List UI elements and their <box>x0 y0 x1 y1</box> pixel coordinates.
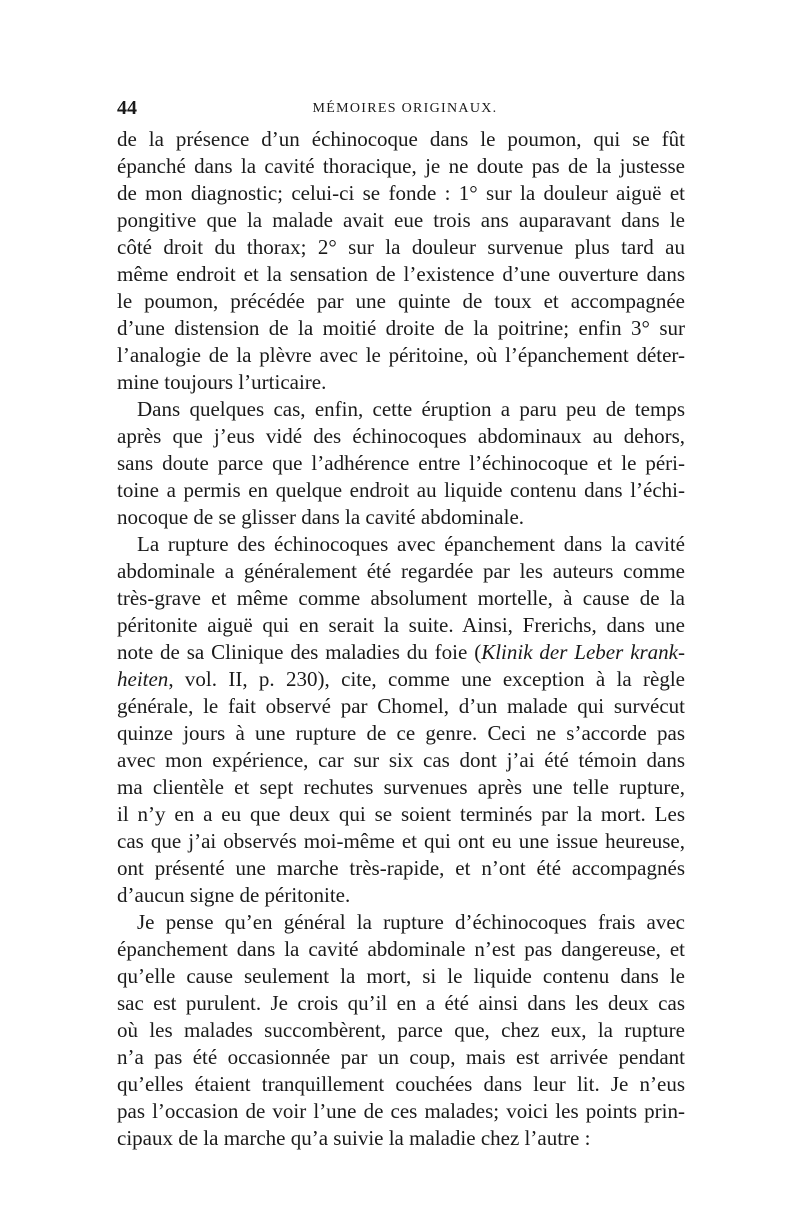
italic-citation: heiten <box>117 667 169 691</box>
text-line: épanchement dans la cavité abdominale n’est pas dangereuse, et <box>117 937 685 961</box>
text-line: toine a permis en quelque endroit au liquide contenu dans l’échi- <box>117 478 685 502</box>
text-line: où les malades succombèrent, parce que, chez eux, la rupture <box>117 1018 685 1042</box>
text-line: Je pense qu’en général la rupture d’échinocoques frais avec <box>137 910 685 934</box>
text-line: de la présence d’un échinocoque dans le poumon, qui se fût <box>117 127 685 151</box>
text-segment: , vol. II, p. 230), cite, comme une exception à la règle <box>168 667 685 691</box>
text-line: sac est purulent. Je crois qu’il en a été ainsi dans les deux cas <box>117 991 685 1015</box>
text-line: pas l’occasion de voir l’une de ces malades; voici les points prin- <box>117 1099 685 1123</box>
text-line: qu’elle cause seulement la mort, si le liquide contenu dans le <box>117 964 685 988</box>
text-line: Dans quelques cas, enfin, cette éruption a paru peu de temps <box>137 397 685 421</box>
text-line: péritonite aiguë qui en serait la suite. Ainsi, Frerichs, dans une <box>117 613 685 637</box>
text-line: qu’elles étaient tranquillement couchées dans leur lit. Je n’eus <box>117 1072 685 1096</box>
text-line: épanché dans la cavité thoracique, je ne doute pas de la justesse <box>117 154 685 178</box>
body-text <box>117 126 685 1152</box>
text-line <box>117 666 685 693</box>
text-line: pongitive que la malade avait eue trois ans auparavant dans le <box>117 208 685 232</box>
text-line: très-grave et même comme absolument mortelle, à cause de la <box>117 586 685 610</box>
text-line: La rupture des échinocoques avec épanchement dans la cavité <box>137 532 685 556</box>
text-line <box>117 639 685 666</box>
paragraph <box>117 126 685 396</box>
text-line: abdominale a généralement été regardée par les auteurs comme <box>117 559 685 583</box>
text-line: le poumon, précédée par une quinte de toux et accompagnée <box>117 289 685 313</box>
text-line: l’analogie de la plèvre avec le péritoine, où l’épanchement déter- <box>117 343 685 367</box>
text-line: nocoque de se glisser dans la cavité abdominale. <box>117 505 525 529</box>
text-line: il n’y en a eu que deux qui se soient terminés par la mort. Les <box>117 802 685 826</box>
text-line: avec mon expérience, car sur six cas dont j’ai été témoin dans <box>117 748 685 772</box>
text-line: ma clientèle et sept rechutes survenues après une telle rupture, <box>117 775 685 799</box>
text-line: quinze jours à une rupture de ce genre. Ceci ne s’accorde pas <box>117 721 685 745</box>
paragraph <box>117 396 685 531</box>
text-line: cas que j’ai observés moi-même et qui ont eu une issue heureuse, <box>117 829 685 853</box>
text-line: mine toujours l’urticaire. <box>117 370 327 394</box>
text-line: sans doute parce que l’adhérence entre l’échinocoque et le péri- <box>117 451 685 475</box>
paragraph <box>117 909 685 1152</box>
text-line: d’aucun signe de péritonite. <box>117 883 351 907</box>
text-line: après que j’eus vidé des échinocoques abdominaux au dehors, <box>117 424 685 448</box>
running-title: MÉMOIRES ORIGINAUX. <box>312 101 498 116</box>
running-head <box>117 96 685 120</box>
italic-citation: Klinik der Leber krank- <box>481 640 685 664</box>
text-line: de mon diagnostic; celui-ci se fonde : 1° sur la douleur aiguë et <box>117 181 685 205</box>
text-line: n’a pas été occasionnée par un coup, mais est arrivée pendant <box>117 1045 685 1069</box>
paragraph <box>117 531 685 909</box>
text-segment: note de sa Clinique des maladies du foie ( <box>117 640 482 664</box>
text-line: côté droit du thorax; 2° sur la douleur survenue plus tard au <box>117 235 685 259</box>
text-line: ont présenté une marche très-rapide, et n’ont été accompagnés <box>117 856 685 880</box>
text-line: même endroit et la sensation de l’existence d’une ouverture dans <box>117 262 685 286</box>
page-number: 44 <box>117 97 137 119</box>
text-line: générale, le fait observé par Chomel, d’un malade qui survécut <box>117 694 685 718</box>
text-line: cipaux de la marche qu’a suivie la maladie chez l’autre : <box>117 1126 591 1150</box>
text-line: d’une distension de la moitié droite de la poitrine; enfin 3° sur <box>117 316 685 340</box>
